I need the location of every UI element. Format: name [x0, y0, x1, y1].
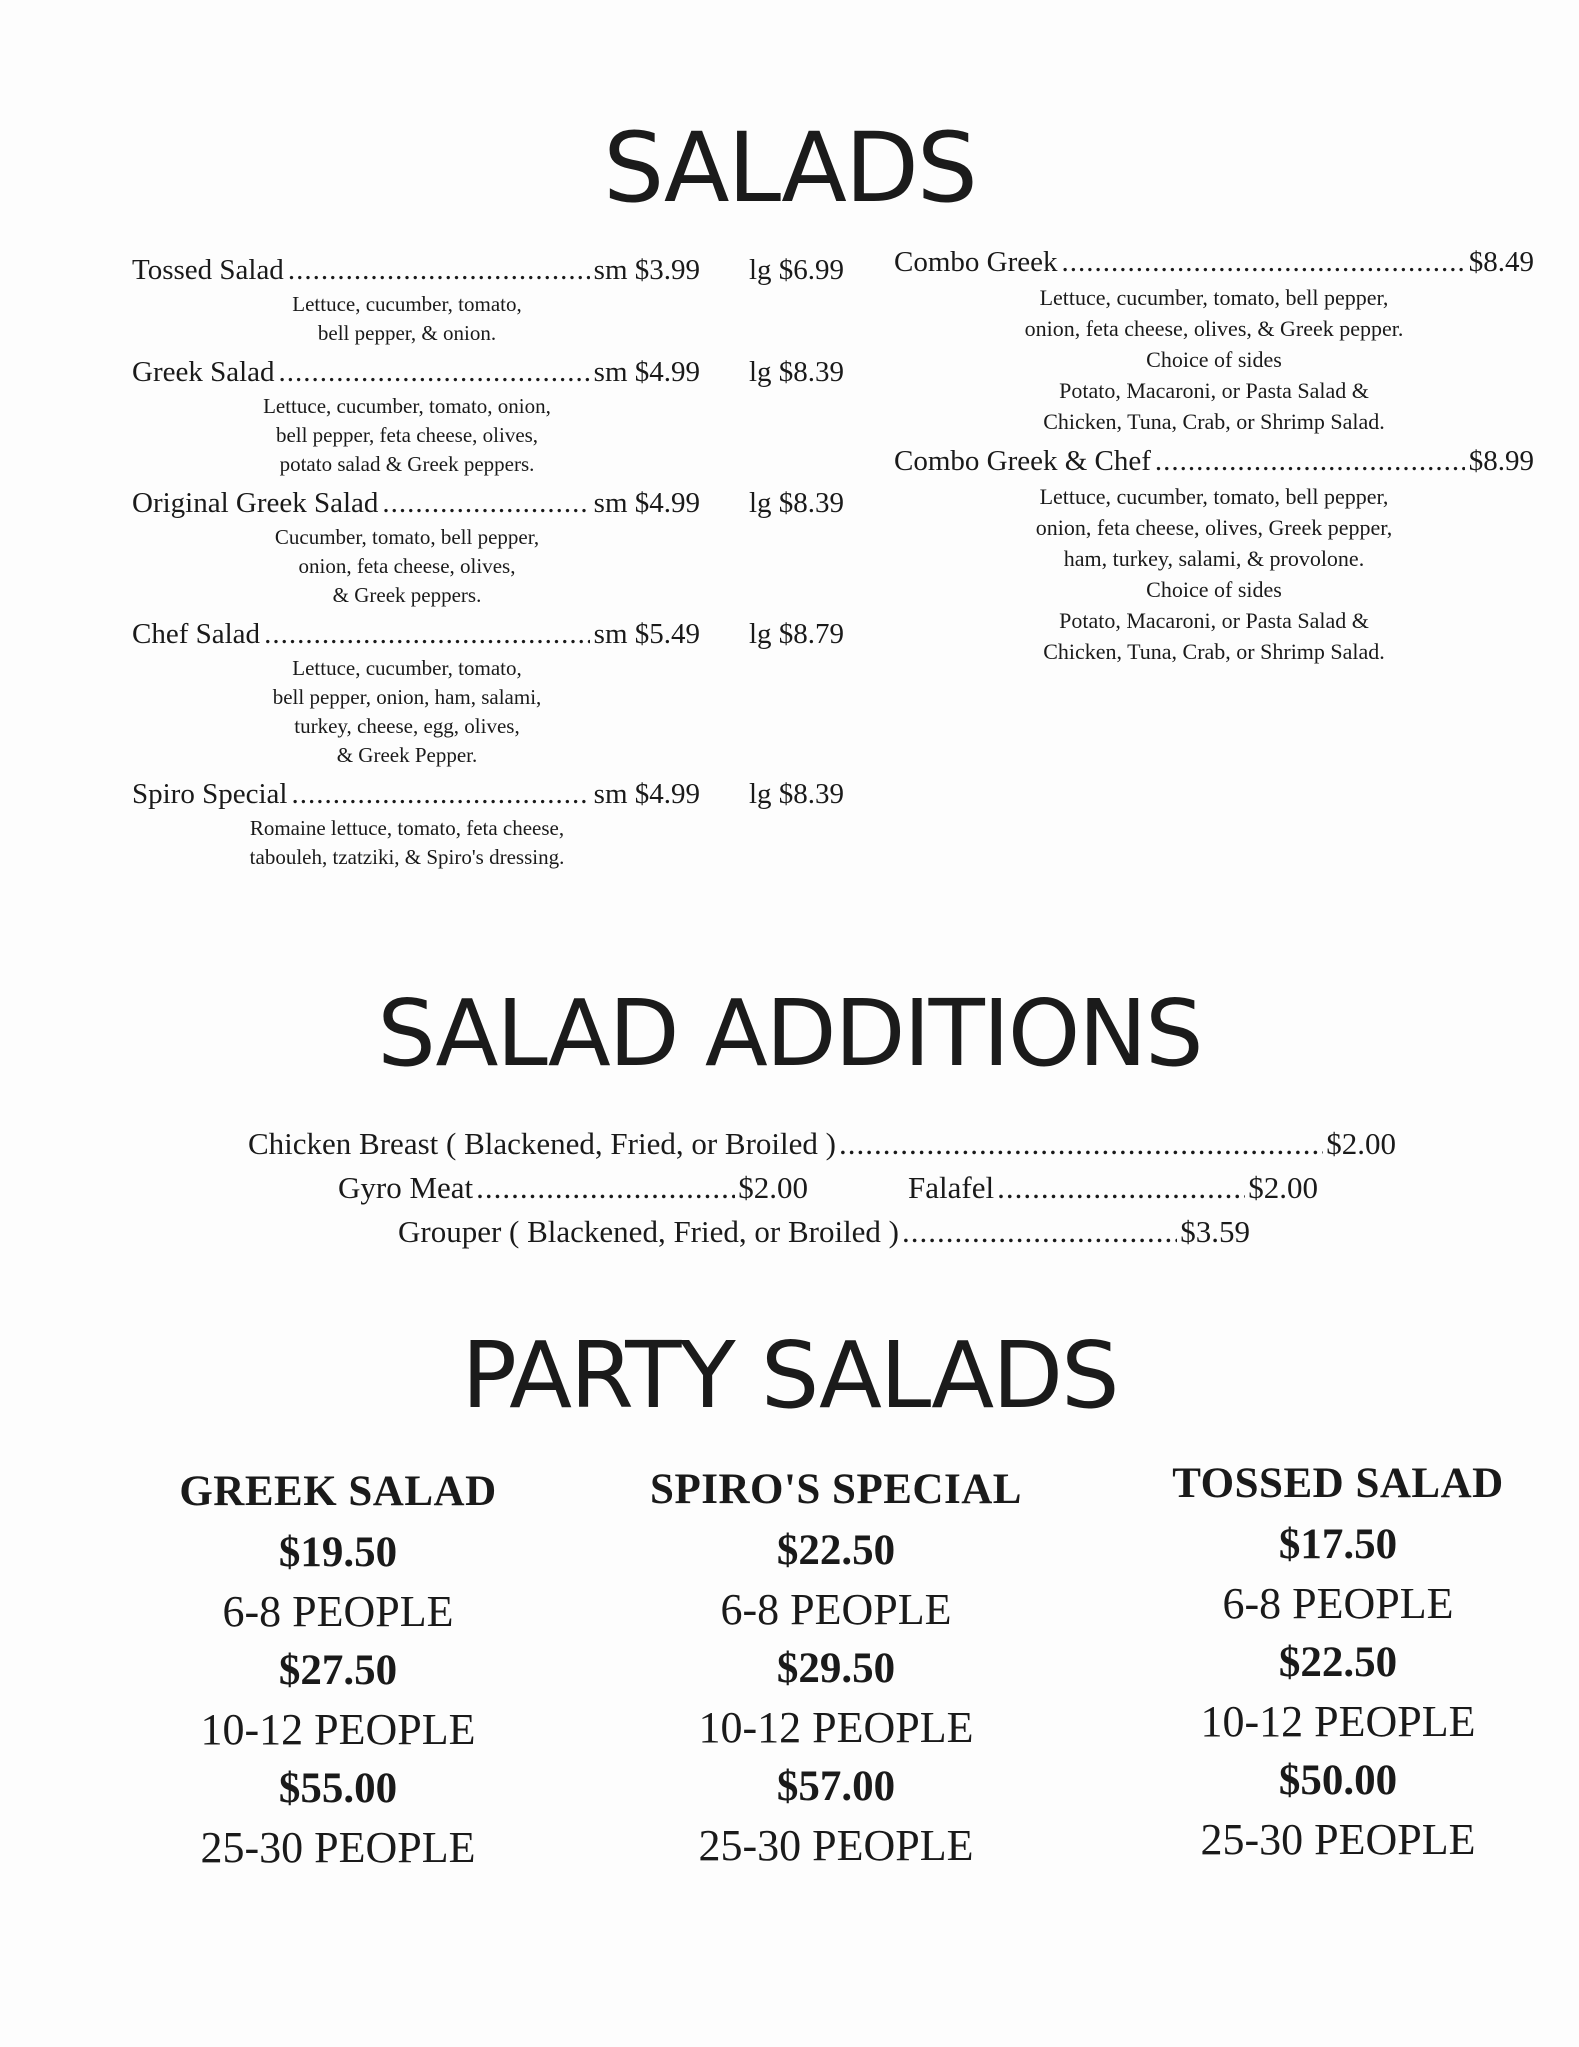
item-description: [132, 654, 682, 770]
item-price-small: sm $4.99: [593, 356, 700, 388]
party-serving-size: 6-8 PEOPLE: [720, 1585, 952, 1634]
party-salad-spiros-special: [606, 1458, 1066, 1876]
description-line: bell pepper, & onion.: [317, 321, 497, 345]
menu-item: [132, 614, 844, 770]
item-description: [132, 290, 682, 348]
addition-item: [248, 1126, 1396, 1162]
party-price: $17.50: [1278, 1521, 1398, 1568]
description-line: Choice of sides: [1146, 347, 1282, 372]
description-line: Lettuce, cucumber, tomato,: [292, 292, 522, 316]
dot-leader: [279, 352, 590, 392]
party-price: $22.50: [1278, 1639, 1398, 1686]
menu-item: [132, 250, 844, 348]
party-serving-size: 10-12 PEOPLE: [698, 1703, 974, 1752]
party-salad-name: SPIRO'S SPECIAL: [650, 1466, 1022, 1513]
item-description: [894, 481, 1534, 667]
party-salad-greek: [108, 1460, 568, 1878]
menu-item: [132, 774, 844, 872]
description-line: potato salad & Greek peppers.: [279, 452, 535, 476]
item-price-small: sm $4.99: [593, 778, 700, 810]
addition-name: Grouper ( Blackened, Fried, or Broiled ): [398, 1214, 900, 1249]
dot-leader: [997, 1170, 1245, 1206]
item-price-large: lg $8.39: [748, 778, 844, 810]
addition-item: [398, 1214, 1250, 1250]
addition-price: $2.00: [1326, 1126, 1396, 1161]
item-name: Combo Greek: [894, 246, 1058, 278]
item-price-small: sm $4.99: [593, 487, 700, 519]
description-line: Lettuce, cucumber, tomato, bell pepper,: [1039, 484, 1389, 509]
item-name: Spiro Special: [132, 778, 288, 810]
description-line: turkey, cheese, egg, olives,: [294, 714, 520, 738]
addition-item: [908, 1170, 1318, 1206]
item-price: $8.49: [1468, 246, 1534, 278]
party-serving-size: 10-12 PEOPLE: [1200, 1697, 1476, 1746]
description-line: Chicken, Tuna, Crab, or Shrimp Salad.: [1043, 639, 1385, 664]
dot-leader: [902, 1214, 1177, 1250]
salads-title: SALADS: [603, 112, 976, 224]
addition-row: [338, 1170, 1338, 1206]
party-salad-name: TOSSED SALAD: [1172, 1460, 1504, 1507]
item-price-large: lg $8.39: [748, 487, 844, 519]
dot-leader: [288, 250, 590, 290]
party-salad-tossed: [1108, 1452, 1568, 1870]
dot-leader: [476, 1170, 735, 1206]
salads-right-column: [894, 242, 1534, 671]
description-line: Lettuce, cucumber, tomato,: [292, 656, 522, 680]
description-line: Lettuce, cucumber, tomato, onion,: [263, 394, 551, 418]
dot-leader: [382, 483, 589, 523]
description-line: & Greek Pepper.: [336, 743, 478, 767]
item-name: Tossed Salad: [132, 254, 284, 286]
menu-item: [132, 483, 844, 610]
addition-price: $3.59: [1180, 1214, 1250, 1249]
item-price-large: lg $8.39: [748, 356, 844, 388]
menu-item: [132, 352, 844, 479]
party-salads-title: PARTY SALADS: [461, 1322, 1118, 1429]
item-price-small: sm $5.49: [593, 618, 700, 650]
dot-leader: [839, 1126, 1323, 1162]
description-line: tabouleh, tzatziki, & Spiro's dressing.: [249, 845, 565, 869]
item-price-large: lg $6.99: [748, 254, 844, 286]
addition-name: Gyro Meat: [338, 1170, 474, 1205]
party-serving-size: 25-30 PEOPLE: [200, 1823, 476, 1872]
party-price: $57.00: [776, 1763, 896, 1810]
party-serving-size: 6-8 PEOPLE: [1222, 1579, 1454, 1628]
item-price: $8.99: [1468, 445, 1534, 477]
item-name: Chef Salad: [132, 618, 261, 650]
salads-left-column: [132, 250, 844, 876]
addition-item: [338, 1170, 808, 1206]
menu-item: [894, 242, 1534, 437]
menu-item: [894, 441, 1534, 667]
item-price-small: sm $3.99: [593, 254, 700, 286]
item-price-large: lg $8.79: [748, 618, 844, 650]
item-description: [132, 523, 682, 610]
dot-leader: [291, 774, 589, 814]
addition-name: Falafel: [908, 1170, 995, 1205]
description-line: bell pepper, onion, ham, salami,: [272, 685, 542, 709]
party-price: $27.50: [278, 1647, 398, 1694]
item-name: Combo Greek & Chef: [894, 445, 1151, 477]
description-line: bell pepper, feta cheese, olives,: [275, 423, 539, 447]
dot-leader: [1062, 242, 1465, 282]
party-price: $19.50: [278, 1529, 398, 1576]
description-line: onion, feta cheese, olives, & Greek pepper.: [1024, 316, 1404, 341]
party-price: $22.50: [776, 1527, 896, 1574]
description-line: Potato, Macaroni, or Pasta Salad &: [1059, 378, 1369, 403]
addition-price: $2.00: [1248, 1170, 1318, 1205]
description-line: Lettuce, cucumber, tomato, bell pepper,: [1039, 285, 1389, 310]
description-line: & Greek peppers.: [332, 583, 482, 607]
party-serving-size: 25-30 PEOPLE: [698, 1821, 974, 1870]
item-description: [132, 814, 682, 872]
description-line: Potato, Macaroni, or Pasta Salad &: [1059, 608, 1369, 633]
dot-leader: [1155, 441, 1465, 481]
party-salad-name: GREEK SALAD: [179, 1468, 497, 1515]
description-line: Romaine lettuce, tomato, feta cheese,: [249, 816, 565, 840]
description-line: Choice of sides: [1146, 577, 1282, 602]
description-line: ham, turkey, salami, & provolone.: [1063, 546, 1365, 571]
item-name: Greek Salad: [132, 356, 275, 388]
item-name: Original Greek Salad: [132, 487, 379, 519]
item-description: [894, 282, 1534, 437]
party-price: $55.00: [278, 1765, 398, 1812]
addition-price: $2.00: [738, 1170, 808, 1205]
item-description: [132, 392, 682, 479]
dot-leader: [264, 614, 590, 654]
description-line: Cucumber, tomato, bell pepper,: [274, 525, 540, 549]
description-line: onion, feta cheese, olives,: [298, 554, 516, 578]
party-serving-size: 6-8 PEOPLE: [222, 1587, 454, 1636]
description-line: Chicken, Tuna, Crab, or Shrimp Salad.: [1043, 409, 1385, 434]
party-serving-size: 25-30 PEOPLE: [1200, 1815, 1476, 1864]
party-price: $50.00: [1278, 1757, 1398, 1804]
party-serving-size: 10-12 PEOPLE: [200, 1705, 476, 1754]
party-price: $29.50: [776, 1645, 896, 1692]
description-line: onion, feta cheese, olives, Greek pepper,: [1035, 515, 1393, 540]
addition-name: Chicken Breast ( Blackened, Fried, or Broiled ): [248, 1126, 836, 1161]
salad-additions-title: SALAD ADDITIONS: [377, 980, 1202, 1087]
